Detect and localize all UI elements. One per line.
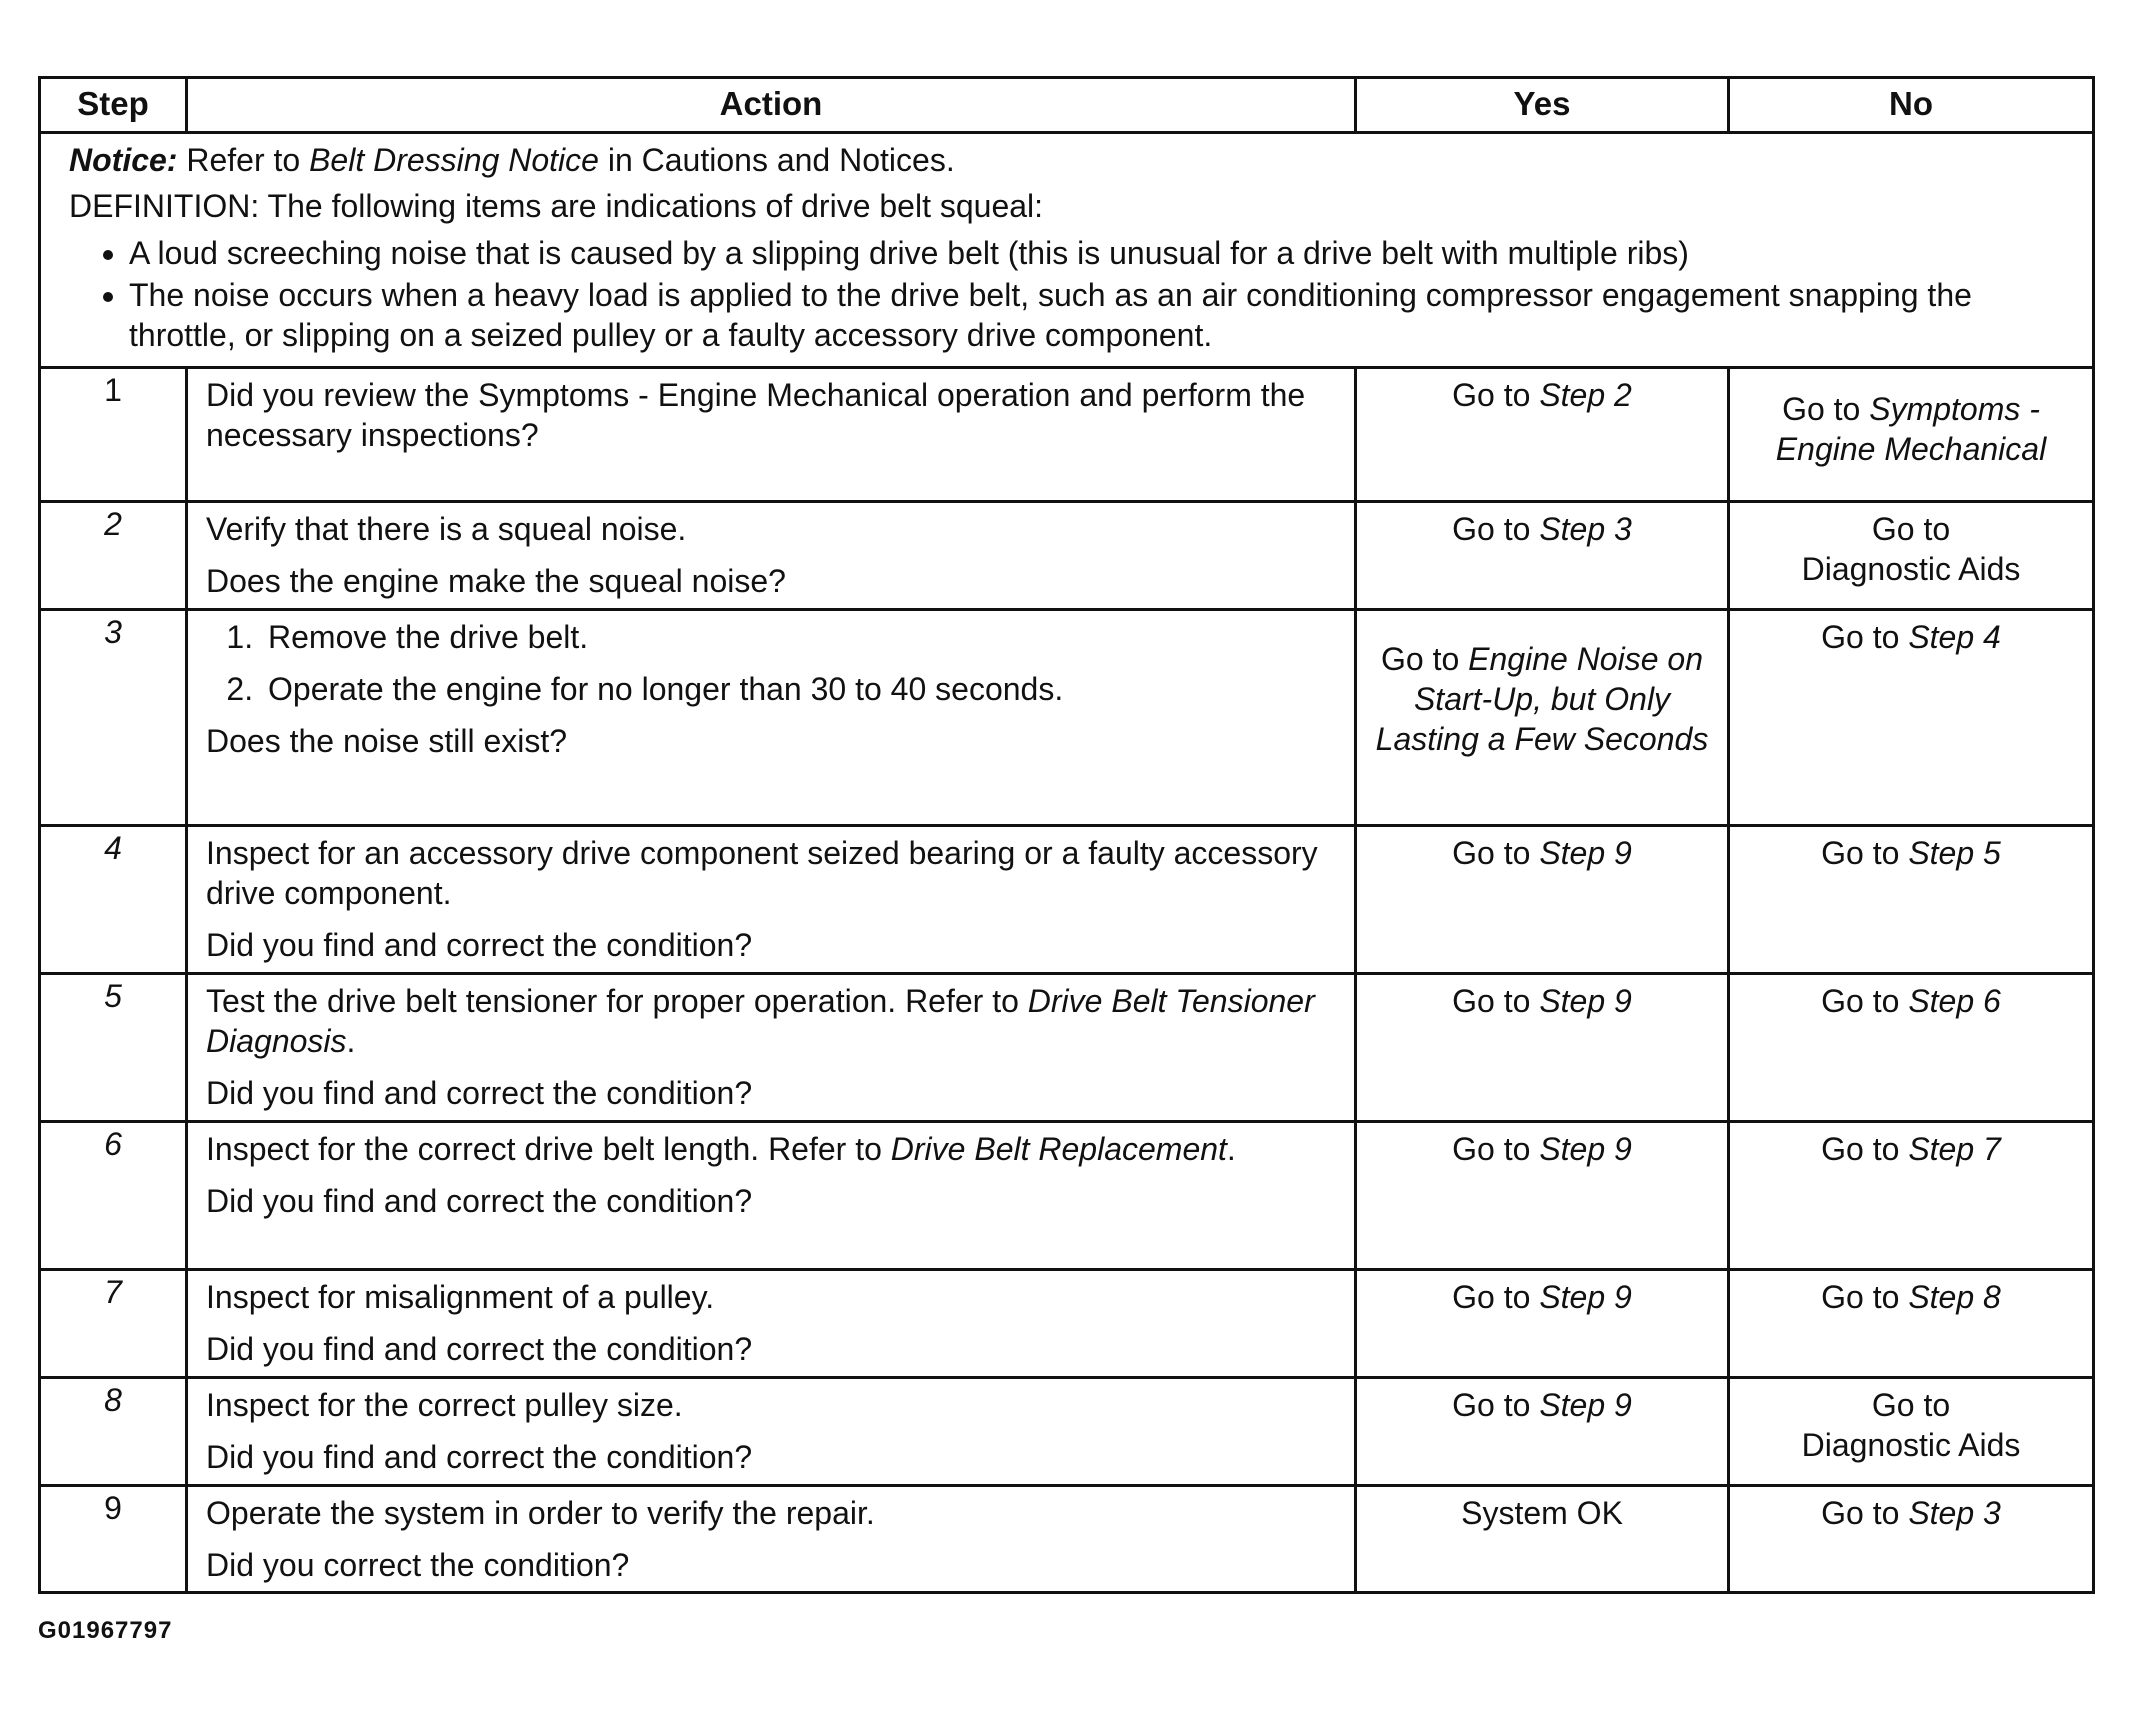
definition-line: DEFINITION: The following items are indications of drive belt squeal: [69, 188, 1044, 225]
no-prefix: Go to [1821, 982, 1909, 1019]
action-question: Does the engine make the squeal noise? [206, 562, 786, 599]
yes-cell [1356, 501, 1729, 609]
action-question: Does the noise still exist? [206, 723, 568, 760]
step-number: 2 [40, 501, 187, 609]
no-prefix: Go to [1821, 1494, 1909, 1531]
action-line: Verify that there is a squeal noise. [206, 510, 687, 547]
figure-id: G01967797 [38, 1617, 173, 1644]
no-line2: Diagnostic Aids [1801, 550, 2021, 587]
action-line: Inspect for misalignment of a pulley. [206, 1278, 715, 1315]
no-ref: Step 4 [1908, 618, 2001, 655]
action-line [206, 981, 1336, 1062]
step-row-5 [40, 973, 2094, 1121]
no-cell [1729, 1269, 2094, 1377]
yes-cell [1356, 1269, 1729, 1377]
no-ref: Step 3 [1908, 1494, 2001, 1531]
yes-ref: Step 9 [1539, 1386, 1632, 1423]
action-line: Inspect for the correct pulley size. [206, 1386, 683, 1423]
header-yes: Yes [1356, 78, 1729, 133]
yes-cell [1356, 973, 1729, 1121]
no-prefix: Go to [1821, 834, 1909, 871]
no-cell [1729, 1377, 2094, 1485]
no-cell [1729, 973, 2094, 1121]
header-row [40, 78, 2094, 133]
action-cell [187, 1485, 1356, 1593]
action-question: Did you find and correct the condition? [206, 1182, 753, 1219]
no-line1: Go to [1871, 510, 1951, 547]
action-question: Did you find and correct the condition? [206, 927, 753, 964]
step-number: 7 [40, 1269, 187, 1377]
notice-text-after: in Cautions and Notices. [598, 142, 955, 178]
action-pre: Test the drive belt tensioner for proper operation. Refer to [206, 982, 1028, 1019]
yes-ref: Engine Noise on Start-Up, but Only Lasting a Few Seconds [1375, 640, 1709, 758]
yes-cell [1356, 1121, 1729, 1269]
action-steps [206, 617, 1336, 710]
yes-prefix: Go to [1452, 376, 1540, 413]
no-prefix: Go to [1821, 1130, 1909, 1167]
intro-row [40, 133, 2094, 368]
yes-ref: Step 3 [1539, 510, 1632, 547]
yes-cell [1356, 367, 1729, 501]
no-line2: Diagnostic Aids [1801, 1426, 2021, 1463]
step-row-6 [40, 1121, 2094, 1269]
step-number: 5 [40, 973, 187, 1121]
step-row-7 [40, 1269, 2094, 1377]
definition-bullet: • The noise occurs when a heavy load is applied to the drive belt, such as an air conditioning compressor engagement snapping the throttle, or slipping on a seized pulley or a faulty accessory drive component. [129, 275, 2070, 356]
action-step-item: 2. Operate the engine for no longer than 30 to 40 seconds. [262, 669, 1336, 709]
action-line [206, 1129, 1336, 1169]
action-question: Did you correct the condition? [206, 1546, 630, 1583]
definition-list [69, 233, 2070, 356]
notice-ref: Belt Dressing Notice [309, 142, 599, 178]
yes-ref: Step 9 [1539, 1278, 1632, 1315]
header-no: No [1729, 78, 2094, 133]
yes-ref: Step 9 [1539, 834, 1632, 871]
yes-cell [1356, 1485, 1729, 1593]
no-prefix: Go to [1821, 618, 1909, 655]
action-question: Did you find and correct the condition? [206, 1075, 753, 1112]
action-ref: Drive Belt Tensioner Diagnosis [206, 982, 1315, 1059]
yes-prefix: Go to [1452, 1130, 1540, 1167]
yes-prefix: Go to [1452, 1278, 1540, 1315]
yes-ref: Step 9 [1539, 1130, 1632, 1167]
yes-ref: Step 9 [1539, 982, 1632, 1019]
no-ref: Symptoms - Engine Mechanical [1775, 390, 2047, 467]
yes-prefix: Go to [1452, 510, 1540, 547]
yes-prefix: Go to [1452, 982, 1540, 1019]
action-cell [187, 1377, 1356, 1485]
step-number: 9 [40, 1485, 187, 1593]
no-cell [1729, 1121, 2094, 1269]
action-post: . [1226, 1130, 1236, 1167]
action-post: . [346, 1022, 356, 1059]
no-line1: Go to [1871, 1386, 1951, 1423]
action-line: Inspect for an accessory drive component seized bearing or a faulty accessory drive component. [206, 834, 1318, 911]
action-question: Did you review the Symptoms - Engine Mechanical operation and perform the necessary inspections? [206, 376, 1306, 453]
no-cell [1729, 825, 2094, 973]
yes-prefix: Go to [1452, 834, 1540, 871]
action-cell [187, 367, 1356, 501]
action-question: Did you find and correct the condition? [206, 1330, 753, 1367]
header-step: Step [40, 78, 187, 133]
no-cell [1729, 609, 2094, 825]
step-number: 6 [40, 1121, 187, 1269]
no-prefix: Go to [1782, 390, 1870, 427]
step-row-9 [40, 1485, 2094, 1593]
step-row-1 [40, 367, 2094, 501]
header-action: Action [187, 78, 1356, 133]
yes-cell [1356, 825, 1729, 973]
action-step-item: 1. Remove the drive belt. [262, 617, 1336, 657]
step-row-8 [40, 1377, 2094, 1485]
step-row-3 [40, 609, 2094, 825]
no-prefix: Go to [1821, 1278, 1909, 1315]
action-ref: Drive Belt Replacement [890, 1130, 1227, 1167]
action-question: Did you find and correct the condition? [206, 1438, 753, 1475]
yes-cell [1356, 609, 1729, 825]
step-row-4 [40, 825, 2094, 973]
yes-cell [1356, 1377, 1729, 1485]
no-cell [1729, 501, 2094, 609]
notice-text-before: Refer to [177, 142, 310, 178]
step-number: 3 [40, 609, 187, 825]
diagnostic-table [38, 76, 2095, 1594]
step-row-2 [40, 501, 2094, 609]
no-cell [1729, 1485, 2094, 1593]
no-ref: Step 5 [1908, 834, 2001, 871]
step-number: 4 [40, 825, 187, 973]
action-cell [187, 1121, 1356, 1269]
no-cell [1729, 367, 2094, 501]
action-cell [187, 609, 1356, 825]
action-cell [187, 1269, 1356, 1377]
action-cell [187, 973, 1356, 1121]
step-number: 1 [40, 367, 187, 501]
notice-line [69, 140, 2070, 180]
definition-bullet: • A loud screeching noise that is caused by a slipping drive belt (this is unusual for a drive belt with multiple ribs) [129, 233, 2070, 273]
yes-prefix: Go to [1452, 1386, 1540, 1423]
action-cell [187, 825, 1356, 973]
action-cell [187, 501, 1356, 609]
action-pre: Inspect for the correct drive belt length. Refer to [206, 1130, 891, 1167]
step-number: 8 [40, 1377, 187, 1485]
action-line: Operate the system in order to verify the repair. [206, 1494, 875, 1531]
no-ref: Step 7 [1908, 1130, 2001, 1167]
yes-text: System OK [1461, 1494, 1623, 1531]
notice-label: Notice: [69, 142, 178, 178]
no-ref: Step 8 [1908, 1278, 2001, 1315]
intro-cell [40, 133, 2094, 368]
yes-prefix: Go to [1381, 640, 1469, 677]
yes-ref: Step 2 [1539, 376, 1632, 413]
no-ref: Step 6 [1908, 982, 2001, 1019]
